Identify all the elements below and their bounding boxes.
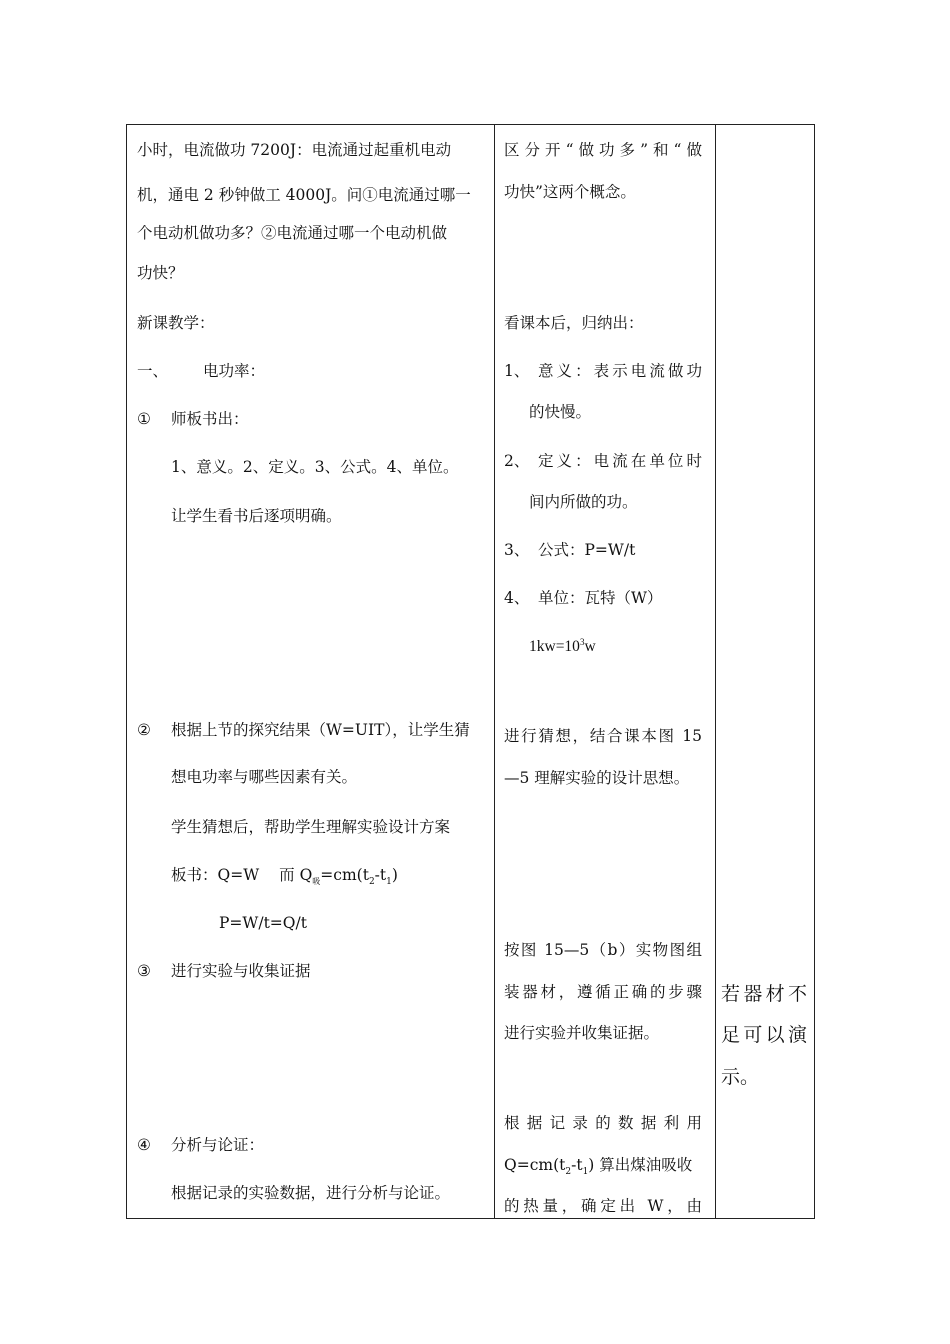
- item-text: 想电功率与哪些因素有关。: [171, 768, 358, 786]
- point-number: 3、: [504, 541, 530, 559]
- item-text: 师板书出：: [171, 410, 249, 428]
- unit-conversion: $1kw=10^3w$: [529, 636, 596, 655]
- item-text: 分析与论证：: [171, 1136, 265, 1154]
- intro-line: 功快”这两个概念。: [504, 183, 636, 201]
- point-text: 定义：电流在单位时: [538, 452, 702, 470]
- item-text: 根据上节的探究结果（W=UIT），让学生猜: [171, 721, 470, 739]
- intro-line: 区分开“做功多”和“做: [504, 141, 702, 159]
- point-text: 意义：表示电流做功: [538, 362, 702, 380]
- item-text: 进行实验与收集证据: [171, 962, 311, 980]
- new-lesson-heading: 新课教学：: [137, 314, 215, 332]
- point-number: 2、: [504, 452, 530, 470]
- point-text: 的快慢。: [529, 403, 592, 421]
- board-formula: 板书：Q=W 而 $Q_吸=cm(t_2-t_1)$: [171, 866, 398, 888]
- item-subtext: 根据记录的实验数据，进行分析与论证。: [171, 1184, 451, 1202]
- column-divider: [715, 125, 716, 1218]
- point-number: 4、: [504, 589, 530, 607]
- intro-line: 个电动机做功多？②电流通过哪一个电动机做: [137, 224, 448, 242]
- calc-text: 的热量，确定出 W，由: [504, 1197, 702, 1215]
- point-text: 单位：瓦特（W）: [538, 589, 663, 607]
- item-marker: ③: [137, 962, 151, 980]
- guess-text: —5 理解实验的设计思想。: [504, 769, 690, 787]
- board-formula: P=W/t=Q/t: [219, 914, 307, 932]
- summary-heading: 看课本后，归纳出：: [504, 314, 644, 332]
- build-text: 按图 15—5（b）实物图组: [504, 941, 702, 959]
- lesson-table: [126, 124, 815, 1219]
- item-marker: ①: [137, 410, 151, 428]
- section-title: 电功率：: [203, 362, 266, 380]
- guess-text: 进行猜想，结合课本图 15: [504, 727, 702, 745]
- intro-line: 功快？: [137, 264, 184, 282]
- point-text: 间内所做的功。: [529, 493, 638, 511]
- intro-line: 机，通电 2 秒钟做工 4000J。问①电流通过哪一: [137, 186, 471, 204]
- item-subtext: 1、意义。2、定义。3、公式。4、单位。: [171, 458, 459, 476]
- point-number: 1、: [504, 362, 530, 380]
- item-subtext: 学生猜想后，帮助学生理解实验设计方案: [171, 818, 451, 836]
- point-text: 公式：P=W/t: [538, 541, 636, 559]
- item-marker: ④: [137, 1136, 151, 1154]
- note-text: 若器材不: [721, 983, 807, 1005]
- note-text: 足可以演: [721, 1024, 807, 1046]
- section-number: 一、: [137, 362, 169, 380]
- calc-text: 根据记录的数据利用: [504, 1114, 702, 1132]
- item-subtext: 让学生看书后逐项明确。: [171, 507, 342, 525]
- column-divider: [494, 125, 495, 1218]
- build-text: 进行实验并收集证据。: [504, 1024, 660, 1042]
- calc-formula: $Q=cm(t_2-t_1)$ 算出煤油吸收: [504, 1156, 693, 1178]
- note-text: 示。: [721, 1066, 760, 1088]
- item-marker: ②: [137, 721, 151, 739]
- build-text: 装器材，遵循正确的步骤: [504, 983, 702, 1001]
- intro-line: 小时，电流做功 7200J：电流通过起重机电动: [137, 141, 452, 159]
